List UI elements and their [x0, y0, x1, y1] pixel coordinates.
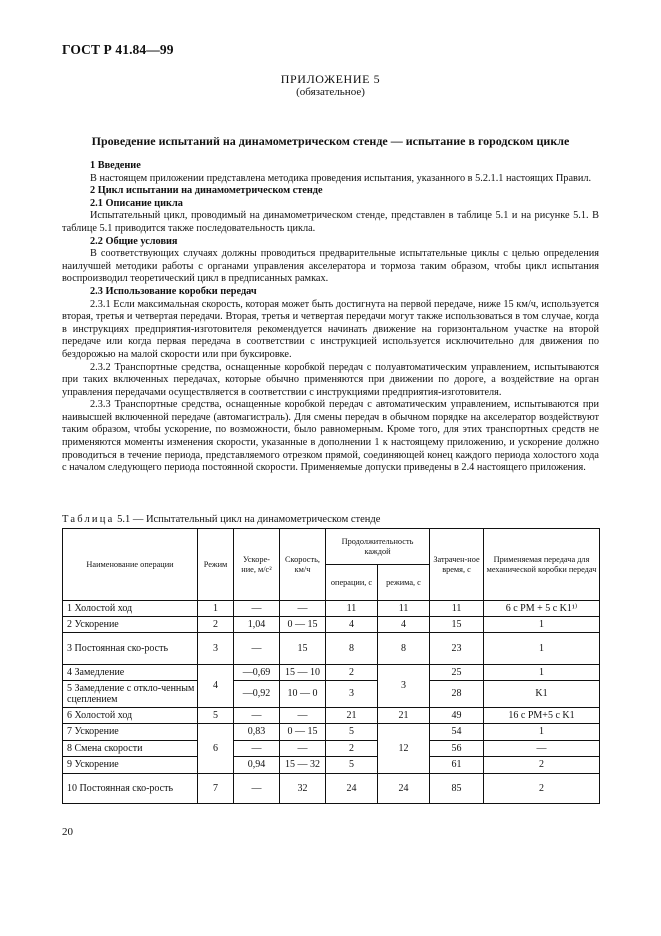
cell-gear: 2 — [484, 774, 600, 804]
cell-duration-operation: 4 — [326, 617, 378, 633]
cell-gear: 16 с PM+5 с K1 — [484, 708, 600, 724]
appendix-subtitle: (обязательное) — [296, 86, 365, 98]
cell-operation: 5 Замедление с откло-ченным сцеплением — [63, 681, 198, 708]
header-speed: Скорость, км/ч — [280, 529, 326, 601]
cell-operation: 6 Холостой ход — [63, 708, 198, 724]
cell-duration-operation: 2 — [326, 741, 378, 757]
cell-operation: 3 Постоянная ско-рость — [63, 633, 198, 665]
standard-code: ГОСТ Р 41.84—99 — [62, 42, 174, 57]
cell-duration-operation: 8 — [326, 633, 378, 665]
cell-acceleration: —0,92 — [234, 681, 280, 708]
cell-acceleration: 0,94 — [234, 757, 280, 774]
cell-mode: 1 — [198, 601, 234, 617]
cell-gear: — — [484, 741, 600, 757]
cell-gear: K1 — [484, 681, 600, 708]
header-mode: Режим — [198, 529, 234, 601]
section-title: Проведение испытаний на динамометрическом стенде — испытание в городском цикле — [91, 134, 570, 148]
table-row — [63, 601, 600, 617]
header-acceleration: Ускоре-ние, м/с² — [234, 529, 280, 601]
cell-speed: 32 — [280, 774, 326, 804]
cell-operation: 9 Ускорение — [63, 757, 198, 774]
cell-duration-mode: 11 — [378, 601, 430, 617]
cell-elapsed-time: 25 — [430, 665, 484, 681]
paragraph-introduction: В настоящем приложении представлена методика проведения испытания, указанного в 5.2.1.1 настоящих Правил. — [90, 172, 592, 184]
cell-operation: 1 Холостой ход — [63, 601, 198, 617]
table-row — [63, 724, 600, 741]
cell-duration-operation: 21 — [326, 708, 378, 724]
cell-duration-operation: 24 — [326, 774, 378, 804]
cell-duration-mode: 4 — [378, 617, 430, 633]
cell-speed: 10 — 0 — [280, 681, 326, 708]
cell-duration-mode: 8 — [378, 633, 430, 665]
cell-elapsed-time: 28 — [430, 681, 484, 708]
cell-mode: 7 — [198, 774, 234, 804]
table-caption-text: 5.1 — Испытательный цикл на динамометрическом стенде — [117, 514, 381, 525]
header-duration: Продолжительность каждой — [326, 529, 430, 565]
paragraph-general-conditions: В соответствующих случаях должны проводиться предварительные испытательные циклы с целью определения наилучшей методики работы с органами управления акселератора и тормоза таким образом, чтобы цикл испытания воспроизводил теоретический цикл в предписанных рамках. — [62, 248, 599, 285]
header-operation: Наименование операции — [63, 529, 198, 601]
cell-gear: 6 с PM + 5 с K1¹⁾ — [484, 601, 600, 617]
cell-speed: — — [280, 708, 326, 724]
heading-cycle-description: 2.1 Описание цикла — [90, 197, 183, 209]
cell-operation: 10 Постоянная ско-рость — [63, 774, 198, 804]
cell-elapsed-time: 54 — [430, 724, 484, 741]
cell-elapsed-time: 49 — [430, 708, 484, 724]
body-text — [62, 160, 599, 475]
cell-mode: 6 — [198, 724, 234, 774]
paragraph-2-3-3: 2.3.3 Транспортные средства, оснащенные коробкой передач с автоматическим управлением, испытываются при наивысшей включенной передаче (автомагистраль). Для смены передач в обычном порядке на акселератор воздействуют таким образом, чтобы ускорение, по возможности, было равномерным. Кроме того, для этих транспортных средств не применяются моменты изменения скорости, указанные в дополнении 1 к настоящему приложению, и ускорение должно проводиться в течение периода, представляемого отрезком прямой, соединяющей конец каждого периода холостого хода с началом следующего периода постоянной скорости. Применяемые допуски приведены в 2.4 настоящего приложения. — [62, 399, 599, 474]
cell-mode: 4 — [198, 665, 234, 708]
cell-gear: 1 — [484, 633, 600, 665]
cell-speed: 15 — [280, 633, 326, 665]
cell-mode: 2 — [198, 617, 234, 633]
cell-acceleration: — — [234, 601, 280, 617]
heading-introduction: 1 Введение — [90, 160, 141, 171]
cell-duration-mode: 3 — [378, 665, 430, 708]
cell-duration-mode: 24 — [378, 774, 430, 804]
cell-elapsed-time: 61 — [430, 757, 484, 774]
paragraph-2-3-1: 2.3.1 Если максимальная скорость, которая может быть достигнута на первой передаче, ниже 15 км/ч, используется вторая, третья и четвертая передачи. Вторая, третья и четвертая передачи могут также использоваться в том случае, когда в инструкциях предприятия-изготовителя рекомендуется начинать движение на горизонтальном участке на второй передаче или когда первая передача в соответствии с инструкцией используется исключительно для движения по бездорожью на малой скорости или при буксировке. — [62, 298, 599, 360]
heading-test-cycle: 2 Цикл испытании на динамометрическом стенде — [90, 185, 323, 197]
table-row — [63, 774, 600, 804]
cell-elapsed-time: 15 — [430, 617, 484, 633]
table-row — [63, 757, 600, 774]
cell-gear: 1 — [484, 665, 600, 681]
cell-duration-operation: 2 — [326, 665, 378, 681]
cell-mode: 5 — [198, 708, 234, 724]
table-row — [63, 741, 600, 757]
table-caption — [62, 514, 380, 525]
test-cycle-table — [62, 528, 600, 804]
appendix-title: ПРИЛОЖЕНИЕ 5 — [280, 72, 381, 86]
paragraph-cycle-description: Испытательный цикл, проводимый на динамометрическом стенде, представлен в таблице 5.1 и на рисунке 5.1. В таблице 5.1 приводится также последовательность цикла. — [62, 210, 599, 234]
cell-elapsed-time: 23 — [430, 633, 484, 665]
cell-duration-operation: 11 — [326, 601, 378, 617]
cell-acceleration: — — [234, 633, 280, 665]
cell-duration-operation: 5 — [326, 757, 378, 774]
table-row — [63, 617, 600, 633]
cell-speed: 15 — 10 — [280, 665, 326, 681]
cell-operation: 7 Ускорение — [63, 724, 198, 741]
cell-gear: 1 — [484, 617, 600, 633]
header-duration-mode: режима, с — [378, 565, 430, 601]
header-elapsed-time: Затрачен-ное время, с — [430, 529, 484, 601]
cell-acceleration: — — [234, 708, 280, 724]
cell-acceleration: —0,69 — [234, 665, 280, 681]
cell-gear: 1 — [484, 724, 600, 741]
paragraph-2-3-2: 2.3.2 Транспортные средства, оснащенные коробкой передач с полуавтоматическим управлением, испытываются при таких включенных передачах, которые обычно применяются при движении по дороге, а воздействие на орган управления передачами осуществляется в соответствии с инструкциями предприятия-изготовителя. — [62, 361, 599, 398]
cell-duration-operation: 5 — [326, 724, 378, 741]
cell-operation: 2 Ускорение — [63, 617, 198, 633]
cell-speed: — — [280, 741, 326, 757]
heading-gearbox-use: 2.3 Использование коробки передач — [90, 285, 257, 297]
table-caption-word: Таблица — [62, 514, 115, 525]
page-number: 20 — [62, 826, 73, 838]
cell-acceleration: 1,04 — [234, 617, 280, 633]
cell-acceleration: 0,83 — [234, 724, 280, 741]
cell-elapsed-time: 11 — [430, 601, 484, 617]
cell-operation: 8 Смена скорости — [63, 741, 198, 757]
cell-operation: 4 Замедление — [63, 665, 198, 681]
table-row — [63, 665, 600, 681]
table-row — [63, 708, 600, 724]
cell-duration-operation: 3 — [326, 681, 378, 708]
cell-elapsed-time: 56 — [430, 741, 484, 757]
header-duration-operation: операции, с — [326, 565, 378, 601]
cell-speed: 0 — 15 — [280, 724, 326, 741]
cell-speed: 0 — 15 — [280, 617, 326, 633]
cell-gear: 2 — [484, 757, 600, 774]
cell-mode: 3 — [198, 633, 234, 665]
header-gear: Применяемая передача для механической коробки передач — [484, 529, 600, 601]
cell-acceleration: — — [234, 774, 280, 804]
table-row — [63, 633, 600, 665]
cell-acceleration: — — [234, 741, 280, 757]
heading-general-conditions: 2.2 Общие условия — [90, 235, 178, 247]
table-row — [63, 681, 600, 708]
cell-duration-mode: 12 — [378, 724, 430, 774]
cell-duration-mode: 21 — [378, 708, 430, 724]
cell-speed: — — [280, 601, 326, 617]
cell-speed: 15 — 32 — [280, 757, 326, 774]
cell-elapsed-time: 85 — [430, 774, 484, 804]
